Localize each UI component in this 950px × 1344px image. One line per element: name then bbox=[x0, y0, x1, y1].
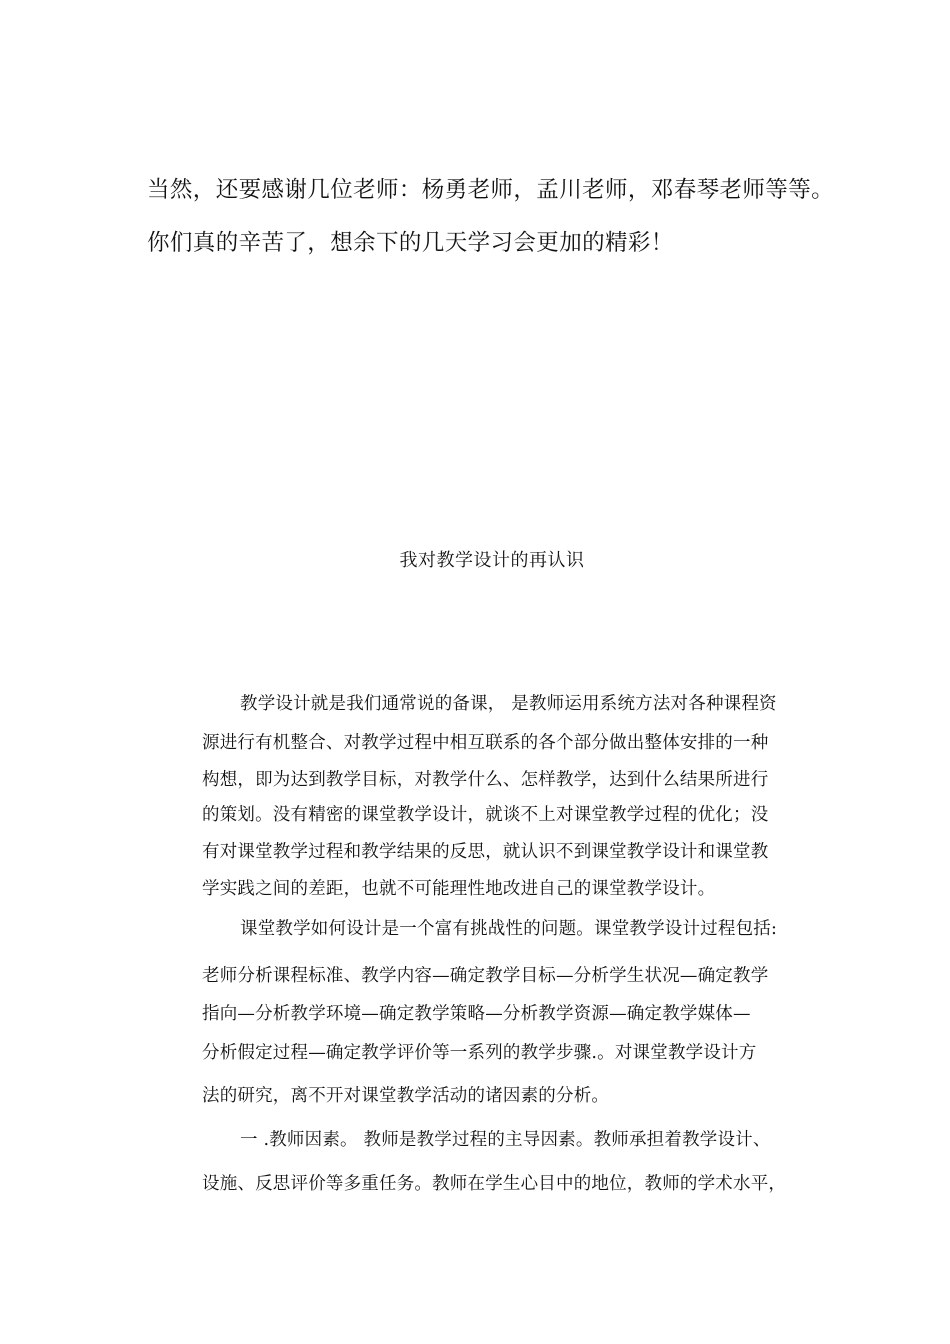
paragraph-line: 教学设计就是我们通常说的备课， 是教师运用系统方法对各种课程资 bbox=[240, 694, 777, 714]
paragraph-line: 分析假定过程—确定教学评价等一系列的教学步骤.。对课堂教学设计方 bbox=[202, 1043, 757, 1063]
acknowledgement-line-1: 当然，还要感谢几位老师：杨勇老师，孟川老师，邓春琴老师等等。 bbox=[147, 177, 835, 203]
paragraph-line: 设施、反思评价等多重任务。教师在学生心目中的地位，教师的学术水平， bbox=[202, 1174, 787, 1194]
paragraph-line: 老师分析课程标准、教学内容—确定教学目标—分析学生状况—确定教学 bbox=[202, 966, 769, 986]
paragraph-line: 有对课堂教学过程和教学结果的反思，就认识不到课堂教学设计和课堂教 bbox=[202, 842, 769, 862]
paragraph-line: 法的研究，离不开对课堂教学活动的诸因素的分析。 bbox=[202, 1086, 610, 1106]
paragraph-line: 源进行有机整合、对教学过程中相互联系的各个部分做出整体安排的一种 bbox=[202, 733, 769, 753]
paragraph-line: 课堂教学如何设计是一个富有挑战性的问题。课堂教学设计过程包括: bbox=[240, 919, 778, 939]
article-title: 我对教学设计的再认识 bbox=[399, 550, 585, 571]
paragraph-line: 指向—分析教学环境—确定教学策略—分析教学资源—确定教学媒体— bbox=[202, 1004, 751, 1024]
paragraph-line: 一 .教师因素。 教师是教学过程的主导因素。教师承担着教学设计、 bbox=[240, 1130, 771, 1150]
acknowledgement-line-2: 你们真的辛苦了，想余下的几天学习会更加的精彩！ bbox=[147, 230, 674, 256]
paragraph-line: 的策划。没有精密的课堂教学设计，就谈不上对课堂教学过程的优化；没 bbox=[202, 805, 769, 825]
paragraph-line: 学实践之间的差距，也就不可能理性地改进自己的课堂教学设计。 bbox=[202, 879, 716, 899]
paragraph-line: 构想，即为达到教学目标，对教学什么、怎样教学，达到什么结果所进行 bbox=[202, 770, 769, 790]
